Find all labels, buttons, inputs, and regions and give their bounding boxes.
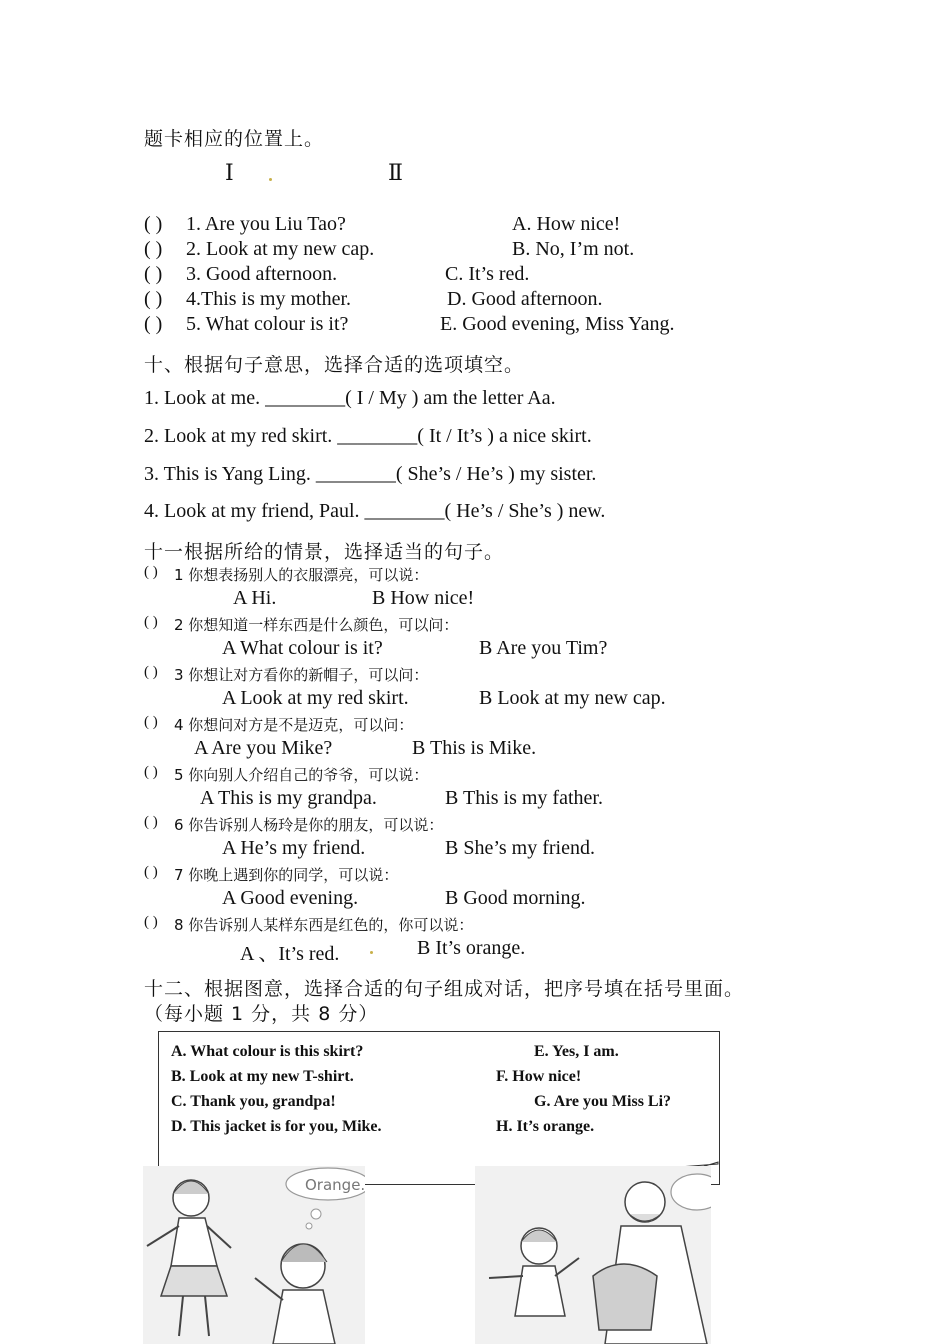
choice-prompt: 6 你告诉别人杨玲是你的朋友，可以说：	[174, 816, 444, 834]
match-question: 3. Good afternoon.	[186, 263, 338, 285]
option-item: B. Look at my new T-shirt.	[171, 1068, 354, 1085]
choice-paren[interactable]: ( )	[144, 714, 158, 730]
bubble-text: Orange.	[305, 1176, 365, 1194]
choice-prompt: 7 你晚上遇到你的同学，可以说：	[174, 866, 399, 884]
choice-option-b: B This is my father.	[445, 787, 603, 809]
option-item: A. What colour is this skirt?	[171, 1043, 364, 1060]
fill-item: 3. This is Yang Ling. ________( She’s / He’s ) my sister.	[144, 463, 597, 485]
choice-option-b: B How nice!	[372, 587, 475, 609]
match-question: 5. What colour is it?	[186, 313, 349, 335]
section-12-subtitle: （每小题 1 分，共 8 分）	[144, 1003, 379, 1025]
match-question: 1. Are you Liu Tao?	[186, 213, 346, 235]
column-header-left: Ⅰ	[225, 160, 234, 185]
match-paren[interactable]: ( )	[144, 213, 163, 235]
choice-paren[interactable]: ( )	[144, 664, 158, 680]
match-question: 4.This is my mother.	[186, 288, 351, 310]
illustration-girls-skirt	[143, 1166, 365, 1344]
choice-option-b: B Look at my new cap.	[479, 687, 666, 709]
match-answer: E. Good evening, Miss Yang.	[440, 313, 675, 335]
choice-option-a: A Hi.	[233, 587, 277, 609]
illustration-grandpa-jacket	[475, 1166, 711, 1344]
option-item: D. This jacket is for you, Mike.	[171, 1118, 382, 1135]
choice-prompt: 5 你向别人介绍自己的爷爷，可以说：	[174, 766, 429, 784]
choice-paren[interactable]: ( )	[144, 814, 158, 830]
match-paren[interactable]: ( )	[144, 313, 163, 335]
match-paren[interactable]: ( )	[144, 263, 163, 285]
match-paren[interactable]: ( )	[144, 238, 163, 260]
choice-option-b: B She’s my friend.	[445, 837, 595, 859]
choice-option-b: B Good morning.	[445, 887, 586, 909]
choice-prompt: 3 你想让对方看你的新帽子，可以问：	[174, 666, 429, 684]
match-question: 2. Look at my new cap.	[186, 238, 375, 260]
fill-item: 1. Look at me. ________( I / My ) am the letter Aa.	[144, 387, 556, 409]
column-header-right: Ⅱ	[388, 160, 403, 185]
options-box	[158, 1031, 720, 1185]
option-item: C. Thank you, grandpa!	[171, 1093, 336, 1110]
section-12-title: 十二、根据图意，选择合适的句子组成对话，把序号填在括号里面。	[144, 978, 745, 1000]
fill-item: 2. Look at my red skirt. ________( It / It’s ) a nice skirt.	[144, 425, 592, 447]
option-item: F. How nice!	[496, 1068, 582, 1085]
choice-option-b: B It’s orange.	[417, 937, 526, 959]
match-answer: D. Good afternoon.	[447, 288, 603, 310]
choice-paren[interactable]: ( )	[144, 764, 158, 780]
option-item: G. Are you Miss Li?	[534, 1093, 672, 1110]
match-answer: A. How nice!	[512, 213, 621, 235]
choice-prompt: 8 你告诉别人某样东西是红色的，你可以说：	[174, 916, 474, 934]
choice-option-b: B Are you Tim?	[479, 637, 608, 659]
choice-option-a: A He’s my friend.	[222, 837, 366, 859]
choice-paren[interactable]: ( )	[144, 564, 158, 580]
choice-option-a: A Look at my red skirt.	[222, 687, 409, 709]
section-10-title: 十、根据句子意思，选择合适的选项填空。	[144, 354, 525, 376]
choice-prompt: 4 你想问对方是不是迈克，可以问：	[174, 716, 414, 734]
option-item: E. Yes, I am.	[534, 1043, 619, 1060]
choice-option-a: A This is my grandpa.	[200, 787, 377, 809]
choice-option-a: A Are you Mike?	[194, 737, 333, 759]
choice-prompt: 2 你想知道一样东西是什么颜色，可以问：	[174, 616, 459, 634]
intro-line: 题卡相应的位置上。	[144, 128, 325, 150]
choice-paren[interactable]: ( )	[144, 914, 158, 930]
choice-option-a: A 、It’s red.	[240, 943, 340, 965]
section-11-title: 十一根据所给的情景，选择适当的句子。	[144, 541, 505, 563]
option-item: H. It’s orange.	[496, 1118, 595, 1135]
choice-paren[interactable]: ( )	[144, 614, 158, 630]
choice-option-a: A What colour is it?	[222, 637, 383, 659]
choice-option-b: B This is Mike.	[412, 737, 537, 759]
match-answer: B. No, I’m not.	[512, 238, 635, 260]
choice-prompt: 1 你想表扬别人的衣服漂亮，可以说：	[174, 566, 429, 584]
fill-item: 4. Look at my friend, Paul. ________( He’s / She’s ) new.	[144, 500, 606, 522]
choice-option-a: A Good evening.	[222, 887, 359, 909]
match-answer: C. It’s red.	[445, 263, 530, 285]
choice-paren[interactable]: ( )	[144, 864, 158, 880]
match-paren[interactable]: ( )	[144, 288, 163, 310]
